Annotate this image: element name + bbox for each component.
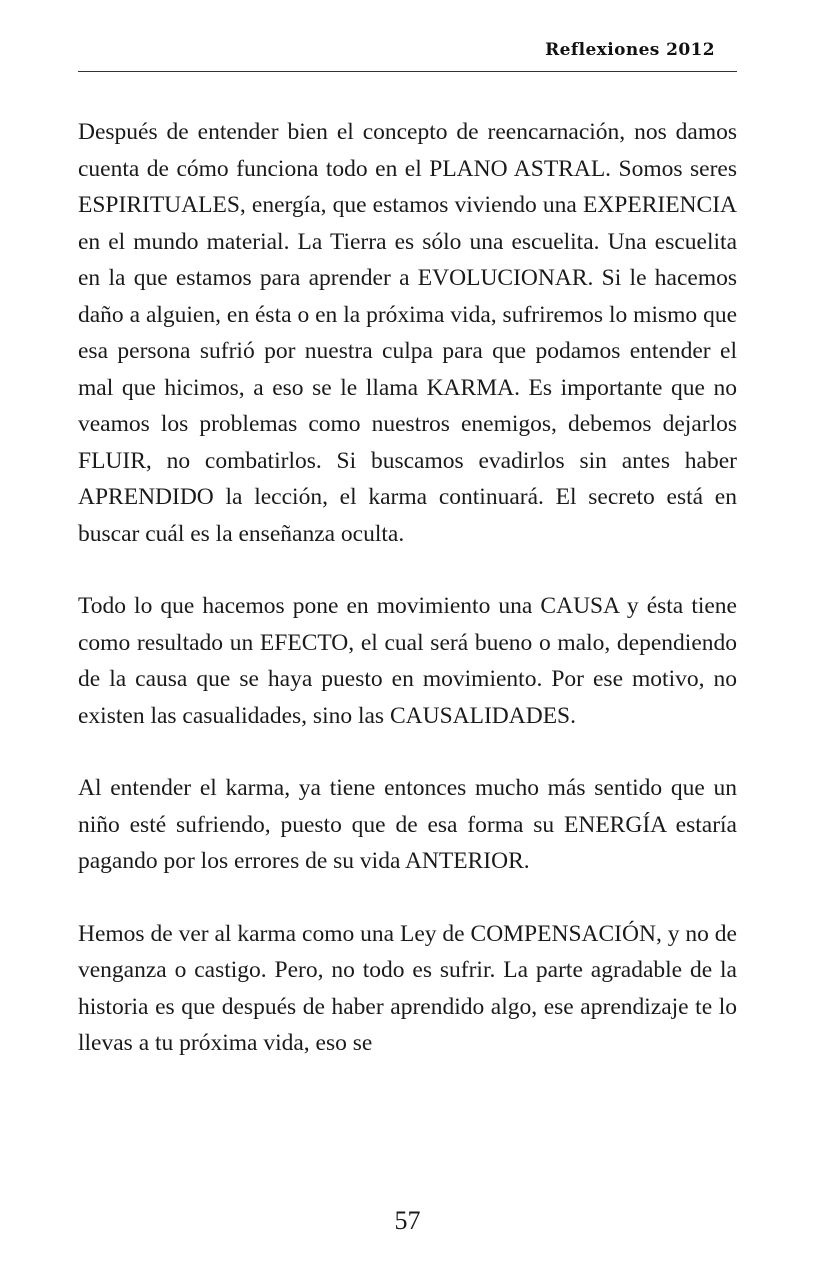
paragraph-1: Después de entender bien el concepto de reencarnación, nos damos cuenta de cómo funciona todo en el PLANO ASTRAL. Somos seres ESPIRITUALES, energía, que estamos viviendo una EXPERIENCIA en el mundo material. La Tierra es sólo una escuelita. Una escuelita en la que estamos para aprender a EVOLUCIONAR. Si le hacemos daño a alguien, en ésta o en la próxima vida, sufriremos lo mismo que esa persona sufrió por nuestra culpa para que podamos entender el mal que hicimos, a eso se le llama KARMA. Es importante que no veamos los problemas como nuestros enemigos, debemos dejarlos FLUIR, no combatirlos. Si buscamos evadirlos sin antes haber APRENDIDO la lección, el karma continuará. El secreto está en buscar cuál es la enseñanza oculta. <box>78 119 737 547</box>
header-divider <box>78 71 737 72</box>
paragraph-4: Hemos de ver al karma como una Ley de COMPENSACIÓN, y no de venganza o castigo. Pero, no todo es sufrir. La parte agradable de la historia es que después de haber aprendido algo, ese aprendizaje te lo llevas a tu próxima vida, eso se <box>78 920 737 1056</box>
running-header-title: Reflexiones 2012 <box>545 40 715 60</box>
paragraph-3: Al entender el karma, ya tiene entonces mucho más sentido que un niño esté sufriendo, puesto que de esa forma su ENERGÍA estaría pagando por los errores de su vida ANTERIOR. <box>78 775 737 874</box>
page-number: 57 <box>394 1206 421 1235</box>
page-body <box>78 114 737 1098</box>
paragraph-2: Todo lo que hacemos pone en movimiento una CAUSA y ésta tiene como resultado un EFECTO, el cual será bueno o malo, dependiendo de la causa que se haya puesto en movimiento. Por ese motivo, no existen las casualidades, sino las CAUSALIDADES. <box>78 593 737 729</box>
